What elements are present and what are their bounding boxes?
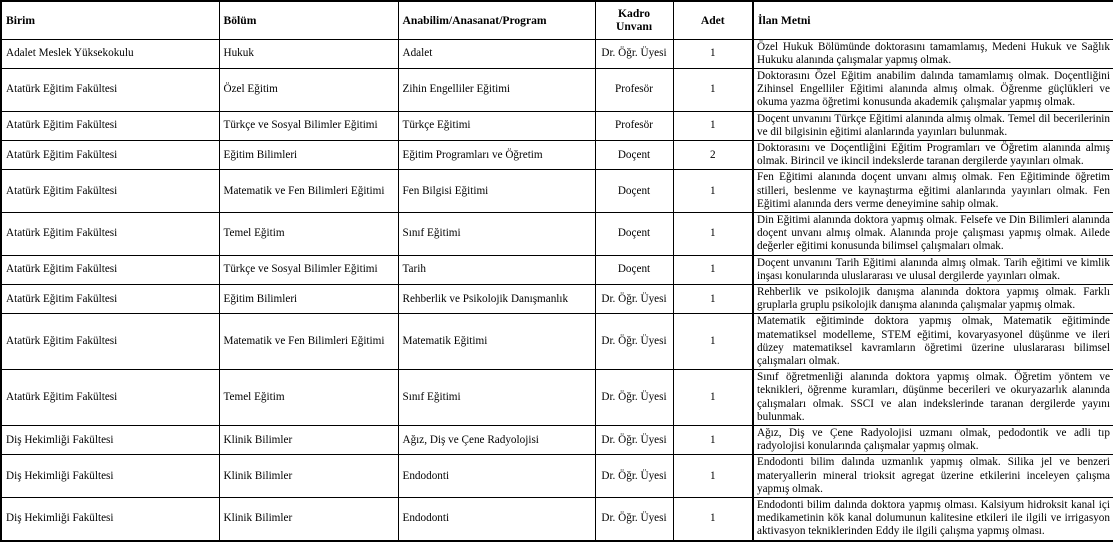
table-header-row [1,1,1113,39]
table-row [1,370,1113,426]
cell-ilan: Ağız, Diş ve Çene Radyolojisi uzmanı olmak, pedodontik ve adli tıp radyolojisi konularında çalışmalar yapmış olmak. [753,425,1113,454]
table-row [1,170,1113,213]
cell-birim: Atatürk Eğitim Fakültesi [1,284,219,313]
table-row [1,68,1113,111]
cell-bolum: Temel Eğitim [219,370,398,426]
cell-kadro: Dr. Öğr. Üyesi [595,370,673,426]
cell-kadro: Profesör [595,111,673,140]
cell-bolum: Türkçe ve Sosyal Bilimler Eğitimi [219,111,398,140]
cell-birim: Atatürk Eğitim Fakültesi [1,140,219,169]
cell-ilan: Endodonti bilim dalında doktora yapmış olması. Kalsiyum hidroksit kanal içi medikametinin kök kanal dolumunun kalitesine etkileri ile ilgili ve irrigasyon aktivasyon tekniklerinden Eddy ile ilgili çalışma yapmış olması. [753,498,1113,541]
cell-adet: 2 [673,140,753,169]
cell-birim: Adalet Meslek Yüksekokulu [1,39,219,68]
cell-ilan: Özel Hukuk Bölümünde doktorasını tamamlamış, Medeni Hukuk ve Sağlık Hukuku alanında çalışmalar yapmış olmak. [753,39,1113,68]
cell-birim: Atatürk Eğitim Fakültesi [1,212,219,255]
cell-anabilim: Matematik Eğitimi [398,314,595,370]
cell-adet: 1 [673,284,753,313]
cell-birim: Atatürk Eğitim Fakültesi [1,68,219,111]
cell-ilan: Sınıf öğretmenliği alanında doktora yapmış olmak. Öğretim yöntem ve teknikleri, öğrenme kuramları, düşünme becerileri ve okuryazarlık alanında çalışmaları olmak. SSCI ve alan indekslerinde taranan dergilerde yayını bulunmak. [753,370,1113,426]
table-row [1,284,1113,313]
table-row [1,314,1113,370]
cell-kadro: Dr. Öğr. Üyesi [595,314,673,370]
cell-adet: 1 [673,111,753,140]
cell-adet: 1 [673,370,753,426]
cell-bolum: Özel Eğitim [219,68,398,111]
cell-anabilim: Sınıf Eğitimi [398,212,595,255]
cell-anabilim: Endodonti [398,498,595,541]
header-cell-anabilim: Anabilim/Anasanat/Program [398,1,595,39]
table-row [1,255,1113,284]
cell-bolum: Eğitim Bilimleri [219,140,398,169]
cell-birim: Atatürk Eğitim Fakültesi [1,111,219,140]
cell-birim: Atatürk Eğitim Fakültesi [1,170,219,213]
cell-anabilim: Ağız, Diş ve Çene Radyolojisi [398,425,595,454]
cell-anabilim: Türkçe Eğitimi [398,111,595,140]
cell-birim: Diş Hekimliği Fakültesi [1,498,219,541]
cell-birim: Diş Hekimliği Fakültesi [1,455,219,498]
cell-birim: Atatürk Eğitim Fakültesi [1,370,219,426]
cell-ilan: Doçent unvanını Türkçe Eğitimi alanında almış olmak. Temel dil becerilerinin ve dil bilgisinin eğitimi alanlarında yayınları bulunmak. [753,111,1113,140]
table-row [1,140,1113,169]
header-cell-bolum: Bölüm [219,1,398,39]
header-cell-adet: Adet [673,1,753,39]
cell-ilan: Din Eğitimi alanında doktora yapmış olmak. Felsefe ve Din Bilimleri alanında doçent unvanı almış olmak. Alanında proje çalışması yapmış olmak. Ailede değerler eğitimi konusunda bilimsel çalışmaları olmak. [753,212,1113,255]
cell-kadro: Doçent [595,212,673,255]
header-cell-ilan-metni: İlan Metni [753,1,1113,39]
cell-anabilim: Adalet [398,39,595,68]
cell-kadro: Dr. Öğr. Üyesi [595,498,673,541]
cell-anabilim: Sınıf Eğitimi [398,370,595,426]
cell-kadro: Doçent [595,140,673,169]
table-row [1,425,1113,454]
cell-ilan: Matematik eğitiminde doktora yapmış olmak, Matematik eğitiminde matematiksel modelleme, STEM eğitimi, kovaryasyonel düşünme ve ileri düzey matematiksel kavramların öğretimi üzerine uluslararası bilimsel çalışmaları olmak. [753,314,1113,370]
table-row [1,498,1113,541]
cell-ilan: Fen Eğitimi alanında doçent unvanı almış olmak. Fen Eğitiminde öğretim stilleri, beslenme ve kaynaştırma eğitimi alanlarında yayınları olmak. Fen Eğitimi alanında ders verme deneyimine sahip olmak. [753,170,1113,213]
cell-bolum: Klinik Bilimler [219,455,398,498]
cell-bolum: Türkçe ve Sosyal Bilimler Eğitimi [219,255,398,284]
cell-ilan: Endodonti bilim dalında uzmanlık yapmış olmak. Silika jel ve benzeri materyallerin mineral trioksit agregat üzerine etkilerini inceleyen çalışma yapmış olmak. [753,455,1113,498]
cell-adet: 1 [673,212,753,255]
cell-adet: 1 [673,455,753,498]
cell-kadro: Profesör [595,68,673,111]
cell-anabilim: Tarih [398,255,595,284]
cell-adet: 1 [673,498,753,541]
cell-kadro: Dr. Öğr. Üyesi [595,39,673,68]
cell-bolum: Klinik Bilimler [219,498,398,541]
header-cell-kadro-unvani: Kadro Unvanı [595,1,673,39]
table-row [1,455,1113,498]
cell-bolum: Eğitim Bilimleri [219,284,398,313]
cell-bolum: Temel Eğitim [219,212,398,255]
cell-anabilim: Endodonti [398,455,595,498]
cell-adet: 1 [673,68,753,111]
cell-adet: 1 [673,314,753,370]
cell-anabilim: Fen Bilgisi Eğitimi [398,170,595,213]
header-cell-birim: Birim [1,1,219,39]
cell-ilan: Doktorasını Özel Eğitim anabilim dalında tamamlamış olmak. Doçentliğini Zihinsel Engelliler Eğitimi alanında almış olmak. Öğrenme güçlükleri ve okuma yazma öğretimi konusunda akademik çalışmalar yapmış olmak. [753,68,1113,111]
cell-birim: Diş Hekimliği Fakültesi [1,425,219,454]
cell-adet: 1 [673,425,753,454]
cell-ilan: Doçent unvanını Tarih Eğitimi alanında almış olmak. Tarih eğitimi ve kimlik inşası konularında uluslararası ve ulusal dergilerde yayınları olmak. [753,255,1113,284]
table-row [1,111,1113,140]
cell-kadro: Doçent [595,255,673,284]
cell-adet: 1 [673,39,753,68]
table-row [1,39,1113,68]
cell-kadro: Doçent [595,170,673,213]
cell-bolum: Hukuk [219,39,398,68]
cell-adet: 1 [673,170,753,213]
cell-bolum: Matematik ve Fen Bilimleri Eğitimi [219,170,398,213]
cell-bolum: Matematik ve Fen Bilimleri Eğitimi [219,314,398,370]
cell-birim: Atatürk Eğitim Fakültesi [1,255,219,284]
cell-kadro: Dr. Öğr. Üyesi [595,455,673,498]
table-row [1,212,1113,255]
cell-anabilim: Eğitim Programları ve Öğretim [398,140,595,169]
cell-kadro: Dr. Öğr. Üyesi [595,425,673,454]
cell-birim: Atatürk Eğitim Fakültesi [1,314,219,370]
cell-anabilim: Zihin Engelliler Eğitimi [398,68,595,111]
cell-bolum: Klinik Bilimler [219,425,398,454]
cell-anabilim: Rehberlik ve Psikolojik Danışmanlık [398,284,595,313]
cell-ilan: Doktorasını ve Doçentliğini Eğitim Programları ve Öğretim alanında almış olmak. Birincil ve ikincil indekslerde taranan dergilerde yayınları olmak. [753,140,1113,169]
cell-kadro: Dr. Öğr. Üyesi [595,284,673,313]
cell-adet: 1 [673,255,753,284]
cell-ilan: Rehberlik ve psikolojik danışma alanında doktora yapmış olmak. Farklı gruplarla gruplu psikolojik danışma alanında çalışmalar yapmış olmak. [753,284,1113,313]
